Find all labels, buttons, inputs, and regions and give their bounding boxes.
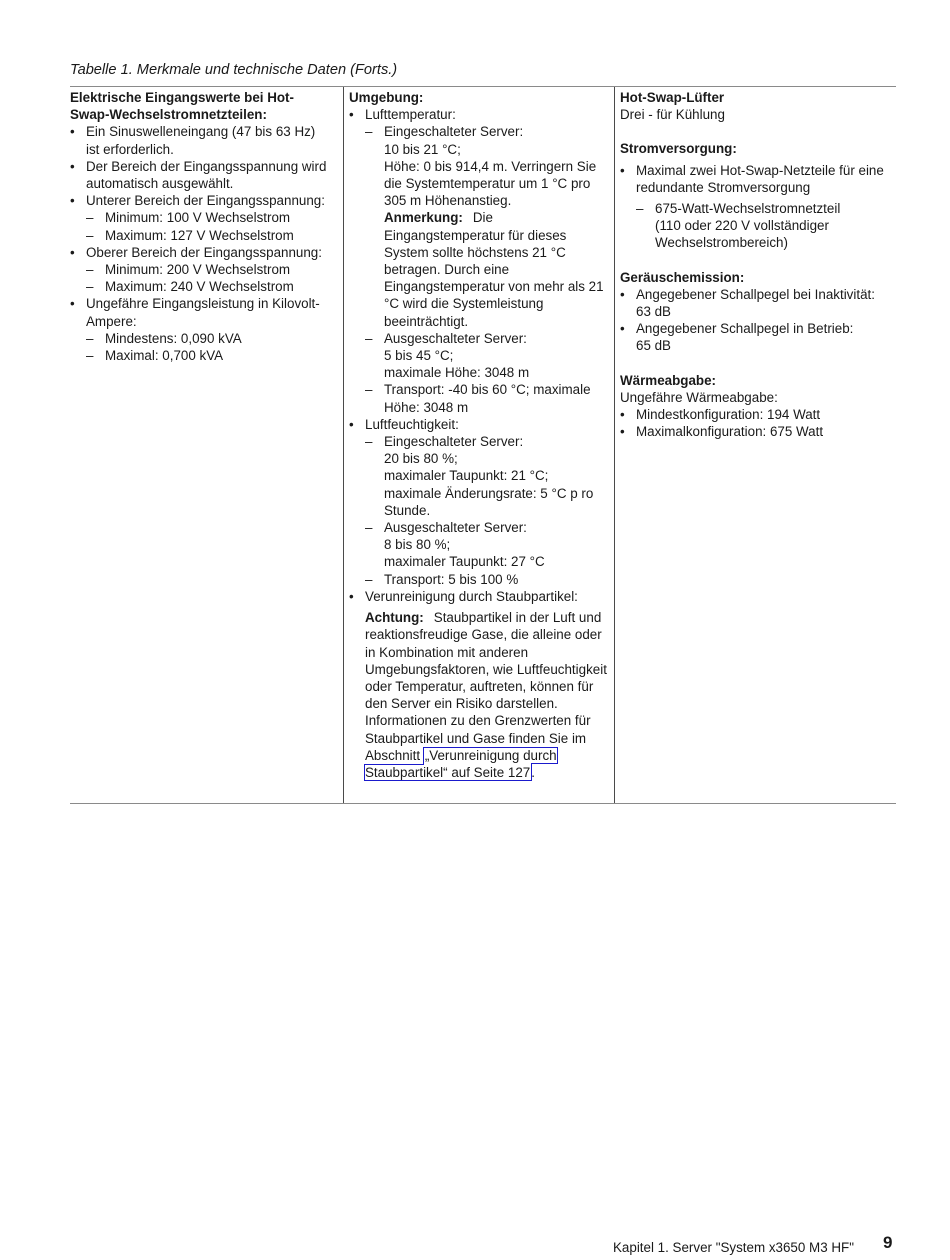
list-subitem: – Maximal: 0,700 kVA (70, 347, 343, 364)
list-item: • Der Bereich der Eingangsspannung wird automatisch ausgewählt. (70, 158, 346, 192)
list-subitem: – Transport: 5 bis 100 % (349, 571, 614, 588)
list-item: • Angegebener Schallpegel in Betrieb: (620, 320, 896, 337)
list-item: • Angegebener Schallpegel bei Inaktivität: (620, 286, 896, 303)
spacer (620, 355, 896, 372)
spacer (620, 252, 896, 269)
section-link[interactable]: „Verunreinigung durch Staubpartikel“ auf Seite 127 (365, 747, 557, 780)
value-text: 5 bis 45 °C; (384, 348, 454, 364)
list-item: • Ein Sinuswelleneingang (47 bis 63 Hz) ist erforderlich. (70, 123, 331, 157)
fans-text: Drei - für Kühlung (620, 107, 725, 123)
list-item: • Luftfeuchtigkeit: (349, 416, 614, 433)
environment-heading: Umgebung: (349, 90, 424, 105)
heat-text: Ungefähre Wärmeabgabe: (620, 389, 778, 405)
attention-text: Staubpartikel in der Luft und reaktionsfreudige Gase, die alleine oder in Kombination mit anderen Umgebungsfaktoren, wie Luftfeuchtigkeit oder Temperatur, auftreten, können für den Server ein Risiko darstellen. Informationen zu den Grenzwerten für Staubpartikel und Gase finden Sie im Abschnitt (365, 610, 607, 763)
table-caption: Tabelle 1. Merkmale und technische Daten (Forts.) (70, 62, 398, 78)
list-item: • Oberer Bereich der Eingangsspannung: (70, 244, 343, 261)
value-text: Höhe: 0 bis 914,4 m. Verringern Sie die Systemtemperatur um 1 °C pro 305 m Höhenanstieg. (384, 158, 597, 209)
list-subitem: – Maximum: 127 V Wechselstrom (70, 227, 343, 244)
attention-label: Achtung: (365, 610, 424, 626)
list-item: • Verunreinigung durch Staubpartikel: (349, 588, 614, 605)
value-text: maximale Höhe: 3048 m (384, 365, 530, 381)
link-end: . (531, 764, 535, 780)
value-text: maximaler Taupunkt: 27 °C (384, 554, 545, 570)
value-text: 63 dB (636, 304, 671, 320)
list-subitem: – 675-Watt-Wechselstromnetzteil (110 oder 220 V vollständiger Wechselstrombereich) (620, 200, 853, 252)
value-text: 20 bis 80 %; (384, 451, 458, 467)
list-subitem: – Eingeschalteter Server: (349, 433, 614, 450)
value-text: 65 dB (636, 338, 671, 354)
list-item: • Lufttemperatur: (349, 106, 614, 123)
list-subitem: – Ausgeschalteter Server: (349, 519, 614, 536)
list-subitem: – Maximum: 240 V Wechselstrom (70, 278, 343, 295)
column-electrical-input (70, 87, 343, 803)
list-item: • Maximal zwei Hot-Swap-Netzteile für eine redundante Stromversorgung (620, 162, 898, 196)
noise-heading: Geräuschemission: (620, 269, 745, 285)
footer-chapter: Kapitel 1. Server "System x3650 M3 HF" (613, 1240, 854, 1255)
list-subitem: – Transport: -40 bis 60 °C; maximale Höhe: 3048 m (349, 381, 606, 415)
spacer (620, 123, 896, 140)
column-environment (343, 87, 614, 803)
list-subitem: – Ausgeschalteter Server: (349, 330, 614, 347)
attention-note (349, 609, 610, 781)
list-subitem: – Eingeschalteter Server: (349, 123, 614, 140)
value-text: 8 bis 80 %; (384, 537, 451, 553)
list-item: • Unterer Bereich der Eingangsspannung: (70, 192, 343, 209)
column-power-fans (614, 87, 896, 803)
list-subitem: – Minimum: 200 V Wechselstrom (70, 261, 343, 278)
note (349, 209, 606, 329)
spec-table (70, 86, 896, 804)
power-heading: Stromversorgung: (620, 141, 737, 157)
list-subitem: – Minimum: 100 V Wechselstrom (70, 209, 343, 226)
list-item: • Mindestkonfiguration: 194 Watt (620, 406, 896, 423)
note-label: Anmerkung: (384, 210, 463, 226)
page-number: 9 (883, 1233, 893, 1252)
list-subitem: – Mindestens: 0,090 kVA (70, 330, 343, 347)
heat-heading: Wärmeabgabe: (620, 372, 716, 388)
electrical-heading: Elektrische Eingangswerte bei Hot-Swap-Wechselstromnetzteilen: (70, 90, 294, 123)
value-text: 10 bis 21 °C; (384, 141, 461, 157)
list-item: • Maximalkonfiguration: 675 Watt (620, 423, 896, 440)
list-item: • Ungefähre Eingangsleistung in Kilovolt-Ampere: (70, 295, 336, 329)
note-text: Die Eingangstemperatur für dieses System sollte höchstens 21 °C betragen. Durch eine Eingangstemperatur von mehr als 21 °C wird die Systemleistung beeinträchtigt. (384, 210, 604, 329)
fans-heading: Hot-Swap-Lüfter (620, 90, 725, 105)
value-text: maximaler Taupunkt: 21 °C; maximale Änderungsrate: 5 °C p ro Stunde. (384, 468, 594, 518)
